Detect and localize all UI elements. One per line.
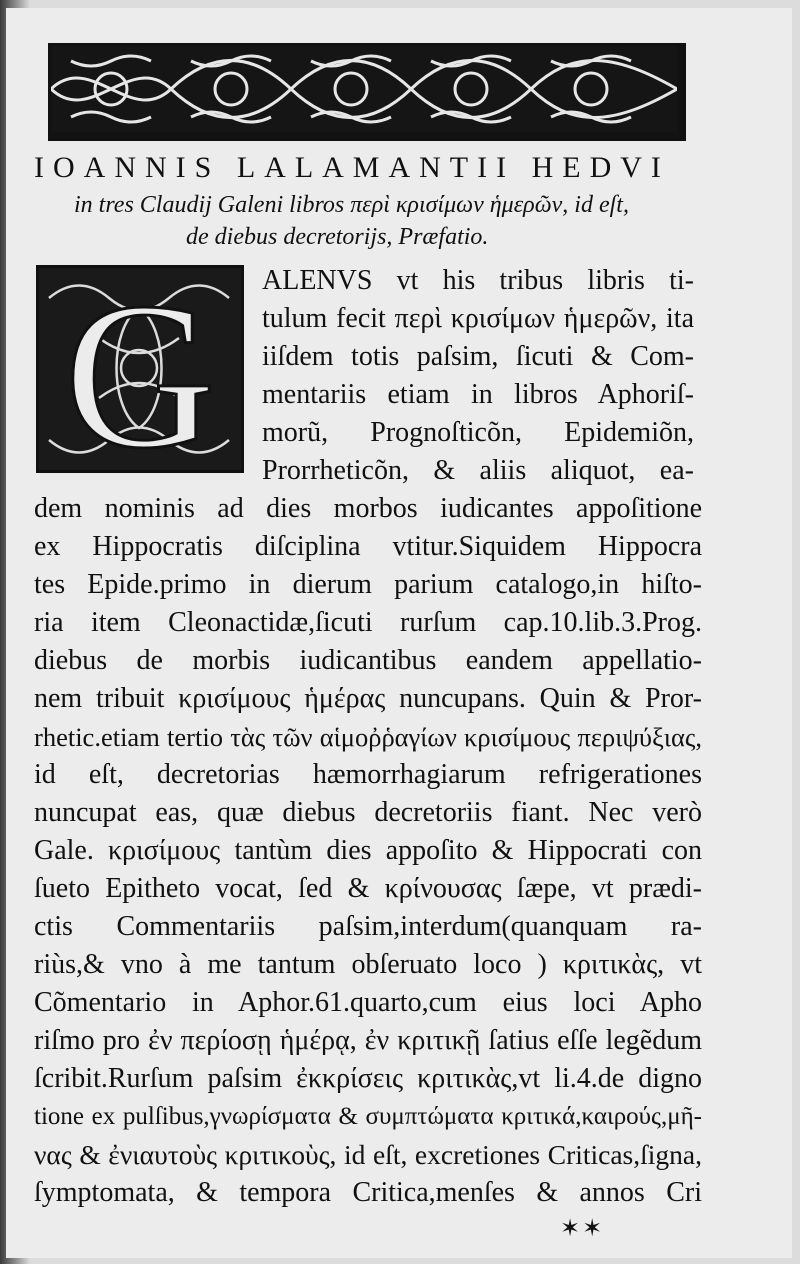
text-line: nem tribuit κρισίμους ἡμέρας nuncupans. Quin & Pror- (34, 683, 702, 714)
text-line: riùs,& vno à me tantum obſeruato loco ) κριτικὰς, vt (34, 949, 702, 980)
text-line: ſymptomata, & tempora Critica,menſes & annos Cri (34, 1177, 702, 1208)
text-line: Cõmentario in Aphor.61.quarto,cum eius loci Apho (34, 987, 702, 1018)
text-line: ſueto Epitheto vocat, ſed & κρίνουσας ſæpe, vt prædi- (34, 873, 702, 904)
text-line: iiſdem totis paſsim, ſicuti & Com- (262, 341, 694, 372)
text-line: nuncupat eas, quæ diebus decretoriis fiant. Nec verò (34, 797, 702, 828)
text-line: riſmo pro ἐν περίοσῃ ἡμέρᾳ, ἐν κριτικῇ ſatius eſſe legẽdum (34, 1025, 702, 1056)
text-line: ſcribit.Rurſum paſsim ἐκκρίσεις κριτικὰς,vt li.4.de digno (34, 1063, 702, 1094)
initial-letter-g: G (64, 268, 216, 470)
decorated-initial (36, 265, 244, 473)
text-line: ctis Commentariis paſsim,interdum(quanquam ra- (34, 911, 702, 942)
catchword-ornament: ✶✶ (560, 1214, 605, 1242)
text-line: Gale. κρισίμους tantùm dies appoſito & Hippocrati con (34, 835, 702, 866)
running-title: IOANNIS LALAMANTII HEDVI (34, 151, 670, 184)
text-line: mentariis etiam in libros Aphoriſ- (262, 379, 694, 410)
text-line: rhetic.etiam tertio τὰς τῶν αἱμοῤῥαγίων κρισίμους περιψύξιας, (34, 722, 702, 752)
text-line: dem nominis ad dies morbos iudicantes appoſitione (34, 493, 702, 524)
text-line: id eſt, decretorias hæmorrhagiarum refrigerationes (34, 759, 702, 790)
text-line: ex Hippocratis diſciplina vtitur.Siquidem Hippocra (34, 531, 702, 562)
subtitle-line-2: de diebus decretorijs, Præfatio. (186, 224, 489, 250)
subtitle-line-1: in tres Claudij Galeni libros περὶ κρισίμων ἡμερῶν, id eſt, (74, 192, 629, 218)
ornamental-headpiece (48, 43, 686, 141)
text-line: tes Epide.primo in dierum parium catalogo,in hiſto- (34, 569, 702, 600)
text-line: tione ex pulſibus,γνωρίσματα & συμπτώματα κριτικά,καιρούς,μῆ- (34, 1103, 702, 1130)
text-line: morũ, Prognoſticõn, Epidemiõn, (262, 417, 694, 448)
text-line: Prorrheticõn, & aliis aliquot, ea- (262, 455, 694, 486)
text-line: tulum fecit περὶ κρισίμων ἡμερῶν, ita (262, 303, 694, 334)
text-line: ALENVS vt his tribus libris ti- (262, 265, 694, 296)
text-line: diebus de morbis iudicantibus eandem appellatio- (34, 645, 702, 676)
text-line: νας & ἐνιαυτοὺς κριτικοὺς, id eſt, excretiones Criticas,ſigna, (34, 1139, 702, 1170)
text-line: ria item Cleonactidæ,ſicuti rurſum cap.10.lib.3.Prog. (34, 607, 702, 638)
